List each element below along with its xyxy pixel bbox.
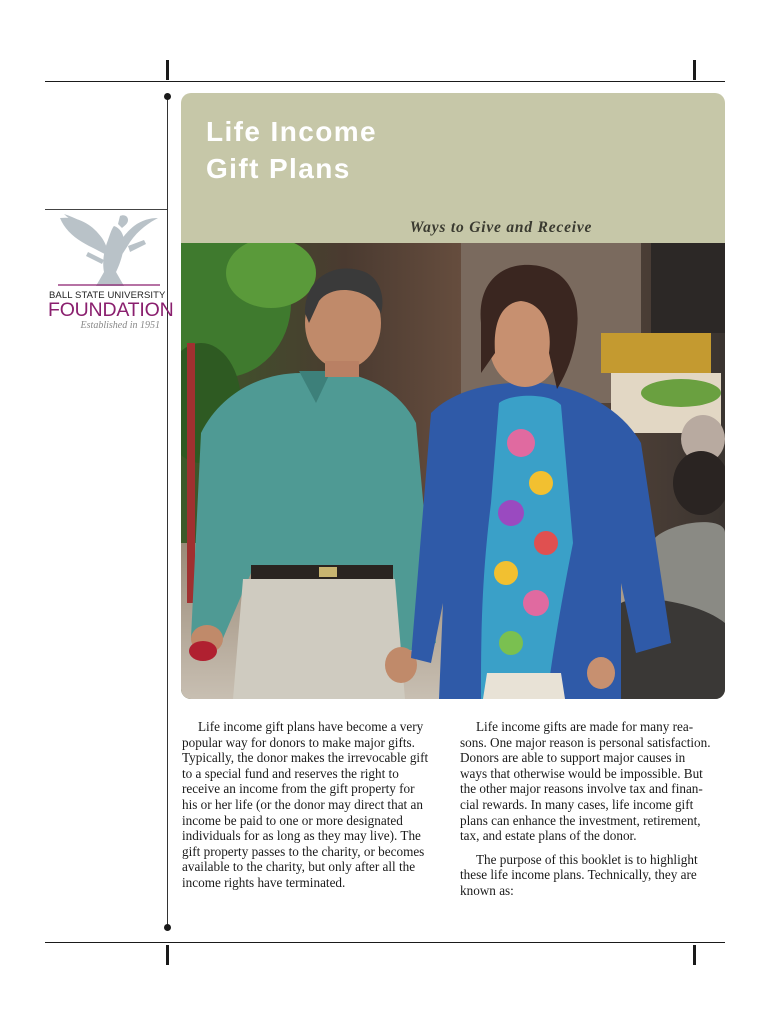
body-paragraph: Life income gift plans have become a very popular way for donors to make major gifts. Typically, the donor makes the irrevocable gift to a special fund and reserves the right to receive an income from the gift property for his or her life (or the donor may direct that an income be paid to one or more designated individuals for as long as they may live). The gift property passes to the charity, or becomes available to the charity, but only after all the income rights have terminated. (182, 719, 429, 890)
logo-university-name: BALL STATE UNIVERSITY (49, 290, 166, 301)
title-line-1: Life Income (206, 116, 377, 147)
body-column-left (182, 719, 442, 899)
page-title (206, 113, 377, 187)
crop-mark (166, 945, 169, 965)
logo-foundation: FOUNDATION (48, 299, 174, 321)
fold-dot (164, 93, 171, 100)
top-trim-line (45, 81, 725, 82)
page-subtitle: Ways to Give and Receive (409, 219, 593, 236)
body-paragraph: The purpose of this booklet is to highlight these life income plans. Technically, they are known as: (460, 851, 698, 898)
couple-photo (181, 243, 725, 699)
crop-mark (693, 60, 696, 80)
bottom-trim-line (45, 942, 725, 943)
crop-mark (166, 60, 169, 80)
fold-dot (164, 924, 171, 931)
body-column-right (460, 719, 720, 907)
logo-divider (45, 209, 167, 210)
eagle-logo-icon (58, 212, 160, 288)
crop-mark (693, 945, 696, 965)
cover-panel (181, 93, 725, 699)
logo-established: Established in 1951 (80, 320, 160, 331)
body-paragraph: Life income gifts are made for many rea- sons. One major reason is personal satisfaction. Donors are able to support major causes in ways that otherwise would be impossible. But the other major reasons involve tax and finan- cial rewards. In many cases, life income gift plans can enhance the investment, retirement, tax, and estate plans of the donor. (460, 719, 711, 844)
spine-line (167, 97, 168, 927)
title-line-2: Gift Plans (206, 153, 351, 184)
